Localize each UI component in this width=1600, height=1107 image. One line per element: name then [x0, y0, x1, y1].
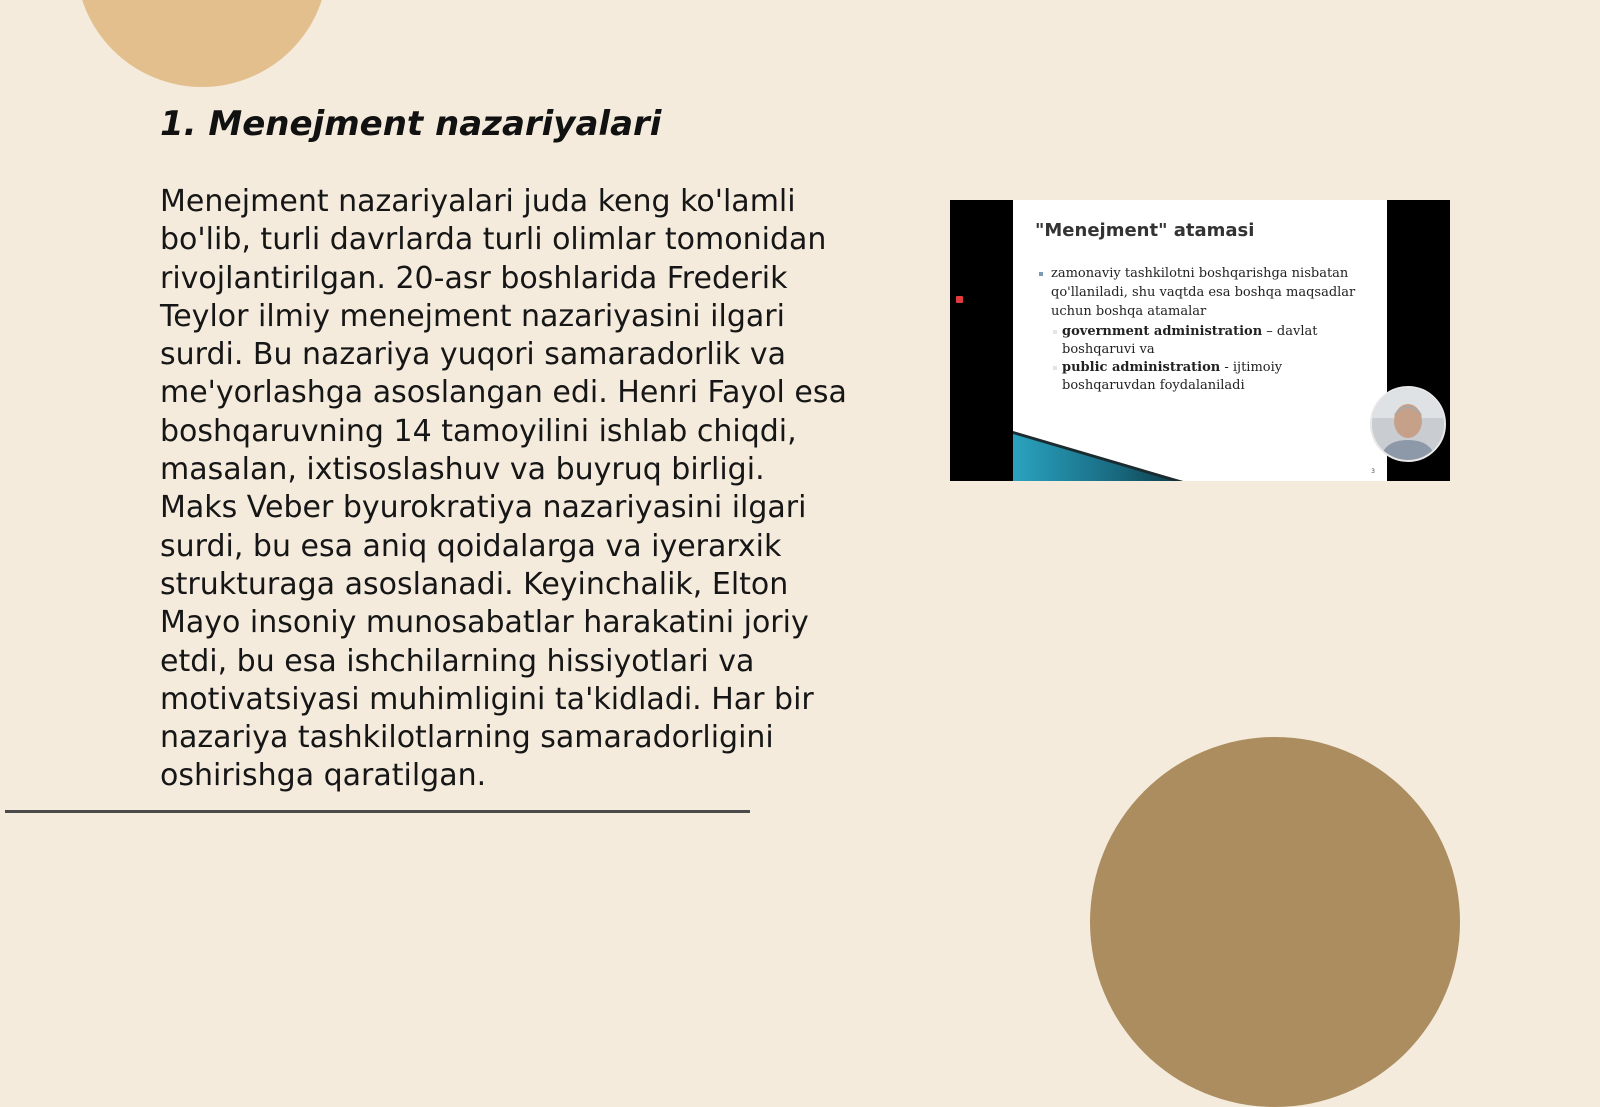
slide-body-text: Menejment nazariyalari juda keng ko'lamli bo'lib, turli davrlarda turli olimlar tomonidan rivojlantirilgan. 20-asr boshlarida Frederik Teylor ilmiy menejment nazariyasini ilgari surdi. Bu nazariya yuqori samaradorlik va me'yorlashga asoslangan edi. Henri Fayol esa boshqaruvning 14 tamoyilini ishlab chiqdi, masalan, ixtisoslashuv va buyruq birligi. Maks Veber byurokratiya nazariyasini ilgari surdi, bu esa aniq qoidalarga va iyerarxik strukturaga asoslanadi. Keyinchalik, Elton Mayo insoniy munosabatlar harakatini joriy etdi, bu esa ishchilarning hissiyotlari va motivatsiyasi muhimligini ta'kidladi. Har bir nazariya tashkilotlarning samaradorligini oshirishga qaratilgan. — [160, 184, 847, 794]
video-slide-bullet-text: zamonaviy tashkilotni boshqarishga nisbatan qo'llaniladi, shu vaqtda esa boshqa maqsadlar uchun boshqa atamalar — [1051, 266, 1356, 319]
video-slide-subitem — [1037, 359, 1367, 395]
video-slide-bullet — [1037, 264, 1367, 321]
decorative-circle-top — [76, 0, 328, 87]
video-slide-term: public administration — [1062, 360, 1221, 375]
slide-decorative-wedge — [1013, 431, 1387, 481]
video-slide-title: "Menejment" atamasi — [1035, 220, 1255, 241]
video-slide-term-desc: – davlat boshqaruvi va — [1062, 324, 1318, 357]
divider-line — [5, 810, 750, 813]
video-slide-content — [1037, 264, 1367, 395]
webcam-avatar — [1370, 386, 1446, 462]
sub-bullet-icon — [1053, 330, 1057, 334]
video-slide-term: government administration — [1062, 324, 1263, 339]
record-indicator-icon — [956, 296, 963, 303]
decorative-circle-bottom — [1090, 737, 1460, 1107]
person-icon — [1372, 388, 1444, 460]
bullet-icon — [1039, 272, 1043, 276]
sub-bullet-icon — [1053, 366, 1057, 370]
video-slide-term-desc: - ijtimoiy boshqaruvdan foydalaniladi — [1062, 360, 1283, 393]
slide-title: 1. Menejment nazariyalari — [160, 104, 662, 144]
embedded-video[interactable] — [950, 200, 1450, 481]
video-slide-number: 3 — [1371, 468, 1375, 475]
video-slide-subitem — [1037, 323, 1367, 359]
video-slide — [1013, 200, 1387, 481]
